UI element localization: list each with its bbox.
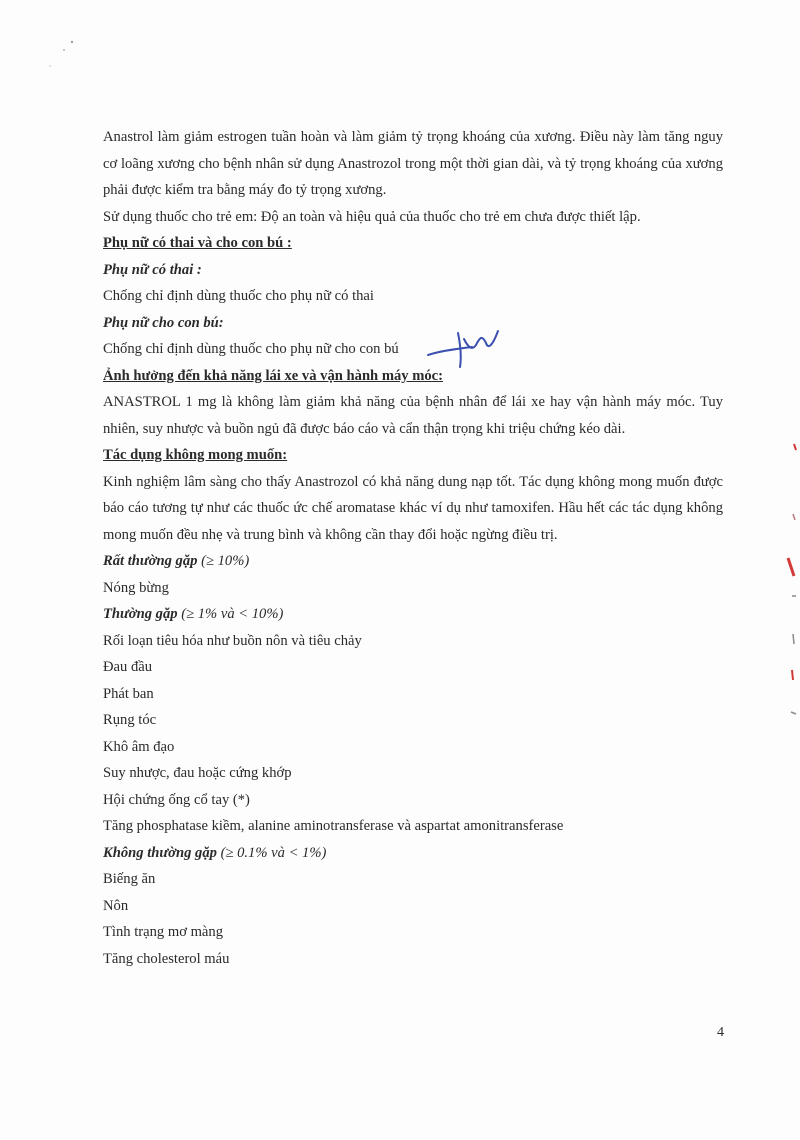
document-body xyxy=(103,124,723,972)
very-common-range: (≥ 10%) xyxy=(201,553,250,569)
nursing-text: Chống chỉ định dùng thuốc cho phụ nữ cho con bú xyxy=(103,341,399,357)
list-item: Nôn xyxy=(103,897,129,914)
side-effects-intro: Kinh nghiệm lâm sàng cho thấy Anastrozol có khả năng dung nạp tốt. Tác dụng không mong muốn được báo cáo tương tự như các thuốc ức chế aromatase khác ví dụ như tamoxifen. Hầu hết các tác dụng không mong muốn đều nhẹ và trung bình và không cần thay đổi hoặc ngừng điều trị. xyxy=(103,473,723,543)
driving-text: ANASTROL 1 mg là không làm giảm khả năng của bệnh nhân để lái xe hay vận hành máy móc. Tuy nhiên, suy nhược và buồn ngủ đã được báo cáo và cẩn thận trọng khi triệu chứng kéo dài. xyxy=(103,394,723,437)
common-label xyxy=(103,601,723,628)
pregnant-text: Chống chỉ định dùng thuốc cho phụ nữ có thai xyxy=(103,288,374,304)
list-item: Nóng bừng xyxy=(103,579,169,596)
common-range: (≥ 1% và < 10%) xyxy=(181,606,284,622)
very-common-label xyxy=(103,548,723,575)
list-item: Tăng cholesterol máu xyxy=(103,950,230,967)
list-item: Đau đầu xyxy=(103,659,153,675)
list-item: Tăng phosphatase kiềm, alanine aminotransferase và aspartat amonitransferase xyxy=(103,818,564,834)
list-item: Rối loạn tiêu hóa như buồn nôn và tiêu chảy xyxy=(103,632,362,649)
side-effects-heading: Tác dụng không mong muốn: xyxy=(103,447,288,463)
bone-density-paragraph: Anastrol làm giảm estrogen tuần hoàn và làm giảm tỷ trọng khoáng của xương. Điều này làm tăng nguy cơ loãng xương cho bệnh nhân sử dụng Anastrozol trong một thời gian dài, và tỷ trọng khoáng của xương phải được kiểm tra bằng máy đo tỷ trọng xương. xyxy=(103,129,723,198)
driving-heading: Ảnh hưởng đến khả năng lái xe và vận hành máy móc: xyxy=(103,367,444,384)
very-common-title: Rất thường gặp xyxy=(103,553,198,569)
pregnant-label: Phụ nữ có thai : xyxy=(103,261,202,278)
uncommon-title: Không thường gặp xyxy=(103,844,217,861)
margin-marks xyxy=(776,430,800,750)
uncommon-range: (≥ 0.1% và < 1%) xyxy=(220,844,327,861)
nursing-label: Phụ nữ cho con bú: xyxy=(103,314,224,331)
list-item: Tình trạng mơ màng xyxy=(103,924,223,940)
list-item: Hội chứng ống cổ tay (*) xyxy=(103,791,250,808)
handwritten-signature xyxy=(420,325,510,370)
common-title: Thường gặp xyxy=(103,606,178,622)
scan-specks xyxy=(40,30,80,80)
list-item: Phát ban xyxy=(103,685,154,702)
list-item: Khô âm đạo xyxy=(103,738,175,755)
list-item: Suy nhược, đau hoặc cứng khớp xyxy=(103,765,292,781)
children-use-paragraph: Sử dụng thuốc cho trẻ em: Độ an toàn và hiệu quả của thuốc cho trẻ em chưa được thiết lập. xyxy=(103,208,641,225)
uncommon-label xyxy=(103,840,723,867)
list-item: Rụng tóc xyxy=(103,712,157,728)
page-number: 4 xyxy=(717,1025,724,1040)
pregnancy-heading: Phụ nữ có thai và cho con bú : xyxy=(103,235,292,251)
list-item: Biếng ăn xyxy=(103,871,156,887)
